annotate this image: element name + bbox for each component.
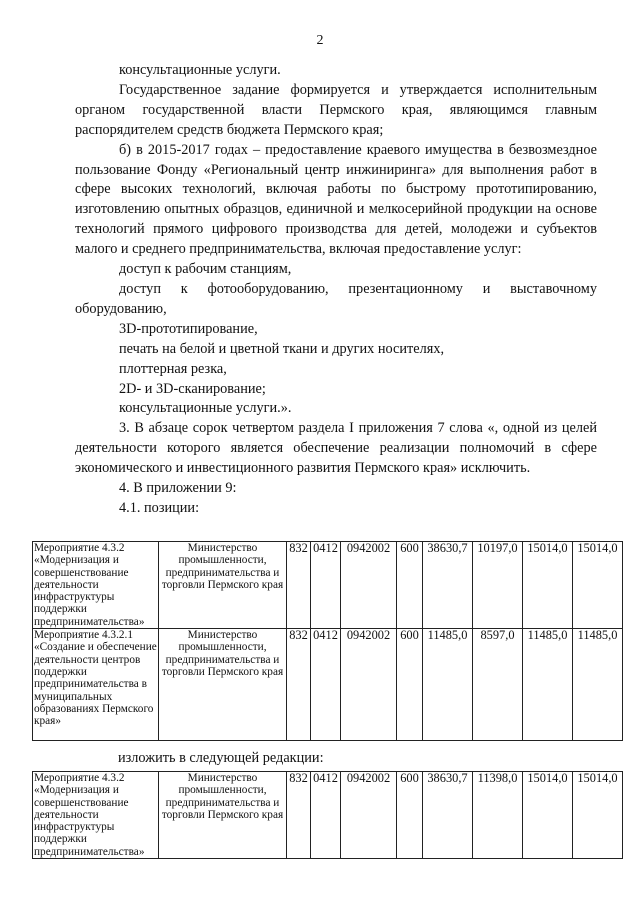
- amount-cell: 15014,0: [573, 542, 623, 629]
- code-cell: 0412: [311, 629, 341, 741]
- amount-cell: 38630,7: [423, 542, 473, 629]
- paragraph: плоттерная резка,: [119, 360, 227, 377]
- budget-table-new: [32, 771, 623, 859]
- paragraph: 4. В приложении 9:: [119, 480, 237, 497]
- paragraph: консультационные услуги.: [119, 62, 281, 78]
- amount-cell: 11485,0: [523, 629, 573, 741]
- code-cell: 832: [287, 629, 311, 741]
- paragraph: доступ к рабочим станциям,: [119, 261, 292, 278]
- paragraph: 3. В абзаце сорок четвертом раздела I приложения 7 слова «, одной из целей деятельности которого является обеспечение реализации полномочий в сфере экономического и инвестиционного развития Пермского края» исключить.: [75, 420, 597, 477]
- page-number: 2: [316, 33, 324, 48]
- code-cell: 600: [397, 629, 423, 741]
- paragraph: б) в 2015-2017 годах – предоставление краевого имущества в безвозмездное пользование Фонду «Региональный центр инжиниринга» для выполнения работ в сфере высоких технологий, включая работы по быстрому прототипированию, изготовлению опытных образцов, единичной и мелкосерийной продукции на основе технологий прямого цифрового производства для детей, молодежи и субъектов малого и среднего предпринимательства, включая предоставление услуг:: [75, 141, 597, 258]
- amount-cell: 38630,7: [423, 772, 473, 859]
- responsible-org-cell: Министерство промышленности, предпринимательства и торговли Пермского края: [159, 772, 287, 859]
- code-cell: 600: [397, 772, 423, 859]
- measure-name-cell: Мероприятие 4.3.2 «Модернизация и совершенствование деятельности инфраструктуры поддержки предпринимательства»: [33, 772, 159, 859]
- amount-cell: 15014,0: [573, 772, 623, 859]
- code-cell: 600: [397, 542, 423, 629]
- responsible-org-cell: Министерство промышленности, предпринимательства и торговли Пермского края: [159, 629, 287, 741]
- code-cell: 0942002: [341, 629, 397, 741]
- paragraph: 2D- и 3D-сканирование;: [119, 380, 266, 397]
- amount-cell: 15014,0: [523, 772, 573, 859]
- table-row: [33, 772, 623, 859]
- responsible-org-cell: Министерство промышленности, предпринимательства и торговли Пермского края: [159, 542, 287, 629]
- amount-cell: 11398,0: [473, 772, 523, 859]
- paragraph: 3D-прототипирование,: [119, 320, 258, 337]
- paragraph: Государственное задание формируется и утверждается исполнительным органом государственной власти Пермского края, являющимся главным распорядителем средств бюджета Пермского края;: [75, 81, 597, 138]
- amount-cell: 11485,0: [423, 629, 473, 741]
- budget-table-old: [32, 541, 623, 741]
- code-cell: 832: [287, 772, 311, 859]
- paragraph: 4.1. позиции:: [119, 499, 200, 516]
- code-cell: 0412: [311, 542, 341, 629]
- measure-name-cell: Мероприятие 4.3.2 «Модернизация и совершенствование деятельности инфраструктуры поддержки предпринимательства»: [33, 542, 159, 629]
- paragraph: доступ к фотооборудованию, презентационному и выставочному оборудованию,: [75, 280, 597, 317]
- amount-cell: 11485,0: [573, 629, 623, 741]
- paragraph: печать на белой и цветной ткани и других носителях,: [119, 340, 445, 357]
- replacement-caption: изложить в следующей редакции:: [118, 750, 324, 766]
- amount-cell: 15014,0: [523, 542, 573, 629]
- document-body: [75, 61, 597, 519]
- code-cell: 0942002: [341, 772, 397, 859]
- table-row: [33, 629, 623, 741]
- amount-cell: 10197,0: [473, 542, 523, 629]
- measure-name-cell: Мероприятие 4.3.2.1 «Создание и обеспечение деятельности центров поддержки предпринимательства в муниципальных образованиях Пермского края»: [33, 629, 159, 741]
- paragraph: консультационные услуги.».: [119, 400, 292, 417]
- code-cell: 0412: [311, 772, 341, 859]
- amount-cell: 8597,0: [473, 629, 523, 741]
- code-cell: 832: [287, 542, 311, 629]
- table-row: [33, 542, 623, 629]
- code-cell: 0942002: [341, 542, 397, 629]
